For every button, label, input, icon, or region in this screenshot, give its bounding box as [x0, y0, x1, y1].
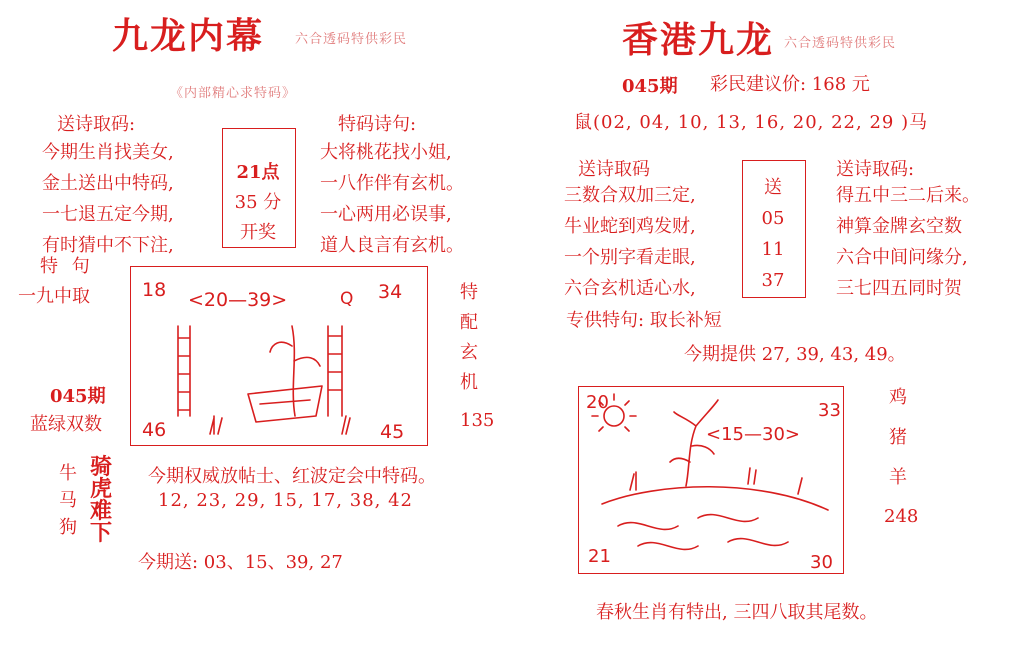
right-drawing-range: <15—30> [706, 424, 800, 445]
right-poem-left-line: 一个别字看走眼, [564, 247, 696, 268]
left-zodiac-small [56, 460, 80, 541]
right-send-box-line: 37 [761, 270, 785, 291]
left-numbers-line: 12, 23, 29, 15, 17, 38, 42 [158, 490, 413, 511]
left-note: 《内部精心求特码》 [170, 86, 297, 101]
left-zodiac-char: 马 [59, 490, 77, 511]
left-side-char: 玄 [460, 342, 478, 363]
left-title: 九龙内幕 [112, 15, 265, 57]
left-drawing-basket [248, 386, 322, 422]
left-special-poem-label: 特码诗句: [338, 114, 417, 135]
left-poem-line: 一七退五定今期, [42, 204, 174, 225]
left-draw-time-line: 开奖 [240, 222, 276, 243]
left-send-poem-label: 送诗取码: [57, 114, 136, 135]
right-offer-line: 今期提供 27, 39, 43, 49。 [684, 344, 906, 365]
left-special-phrase-label: 特 句 [40, 256, 94, 277]
left-draw-time-line: 21点 [236, 162, 280, 183]
left-side-char: 特 [460, 282, 478, 303]
right-special-phrase: 专供特句: 取长补短 [566, 310, 722, 331]
right-send-poem-label-right: 送诗取码: [836, 159, 915, 180]
left-drawing-tr: 34 [378, 281, 403, 303]
left-poem-line: 金土送出中特码, [42, 173, 174, 194]
left-drawing-bl: 46 [142, 419, 167, 441]
left-drawing-grass [210, 416, 350, 434]
right-drawing-waves [618, 515, 788, 550]
right-poem-left-line: 牛业蛇到鸡发财, [564, 216, 696, 237]
right-send-box-content [742, 172, 804, 296]
right-footer: 春秋生肖有特出, 三四八取其尾数。 [596, 602, 878, 623]
left-send-line: 今期送: 03、15、39, 27 [138, 552, 343, 573]
right-drawing-bl: 21 [588, 546, 611, 567]
left-zodiac-big-char: 虎 [89, 476, 112, 502]
right-send-box-line: 11 [761, 239, 785, 260]
left-drawing [130, 266, 426, 444]
left-side-char: 机 [460, 372, 478, 393]
right-poem-right-line: 得五中三二后来。 [836, 185, 980, 206]
left-side-char: 配 [460, 312, 478, 333]
left-zodiac-char: 牛 [59, 463, 77, 484]
right-drawing-tl: 20 [586, 392, 609, 413]
left-poem-line: 有时猜中不下注, [42, 235, 174, 256]
right-side-zodiac [884, 378, 912, 498]
left-subtitle: 六合透码特供彩民 [295, 32, 408, 47]
right-poem-left [564, 180, 696, 304]
right-drawing-br: 30 [810, 552, 833, 573]
right-drawing-sun-icon [604, 406, 624, 426]
right-side-zodiac-char: 猪 [889, 427, 907, 448]
left-zodiac-char: 狗 [59, 517, 77, 538]
left-drawing-br: 45 [380, 421, 405, 443]
left-zodiac-big [86, 456, 116, 544]
right-poem-right [836, 180, 980, 304]
right-send-box-line: 送 [764, 177, 782, 198]
right-price: 彩民建议价: 168 元 [710, 74, 870, 95]
right-send-poem-label-left: 送诗取码 [578, 159, 650, 180]
left-special-poem-line: 道人良言有玄机。 [320, 235, 464, 256]
left-zodiac-big-char: 下 [89, 520, 112, 546]
left-poem [42, 137, 174, 261]
right-drawing [578, 386, 842, 572]
right-poem-right-line: 三七四五同时贺 [836, 278, 962, 299]
right-poem-left-line: 三数合双加三定, [564, 185, 696, 206]
right-subtitle: 六合透码特供彩民 [784, 36, 897, 51]
left-drawing-ladder-right [328, 326, 342, 416]
left-drawing-tl: 18 [142, 279, 167, 301]
left-special-poem [320, 137, 464, 261]
left-zodiac-big-char: 骑 [89, 454, 112, 480]
right-side-zodiac-char: 鸡 [889, 387, 907, 408]
left-special-phrase: 一九中取 [18, 286, 90, 307]
right-side-zodiac-char: 羊 [889, 467, 907, 488]
right-title: 香港九龙 [622, 19, 775, 61]
left-special-poem-line: 大将桃花找小姐, [320, 142, 452, 163]
left-issue: 045期 [50, 386, 106, 407]
right-rat-line: 鼠(02, 04, 10, 13, 16, 20, 22, 29 )马 [574, 112, 929, 133]
right-drawing-tr: 33 [818, 400, 841, 421]
right-poem-left-line: 六合玄机适心水, [564, 278, 696, 299]
left-special-poem-line: 一八作伴有玄机。 [320, 173, 464, 194]
left-color-hint: 蓝绿双数 [30, 414, 102, 435]
left-special-poem-line: 一心两用必误事, [320, 204, 452, 225]
left-drawing-ladder-left [178, 326, 190, 416]
right-issue: 045期 [622, 76, 678, 97]
right-side-number: 248 [884, 506, 919, 527]
left-drawing-range-b: Q [340, 289, 354, 309]
left-draw-time-line: 35 分 [234, 192, 282, 213]
left-poem-line: 今期生肖找美女, [42, 142, 174, 163]
right-send-box-line: 05 [761, 208, 785, 229]
left-authority-line: 今期权威放帖士、红波定会中特码。 [148, 466, 436, 487]
left-zodiac-big-char: 难 [89, 498, 112, 524]
left-side-label [456, 278, 482, 398]
left-side-number: 135 [460, 410, 495, 431]
right-poem-right-line: 六合中间问缘分, [836, 247, 968, 268]
left-draw-time [222, 158, 294, 248]
left-drawing-range-a: <20—39> [188, 289, 288, 311]
right-poem-right-line: 神算金牌玄空数 [836, 216, 962, 237]
